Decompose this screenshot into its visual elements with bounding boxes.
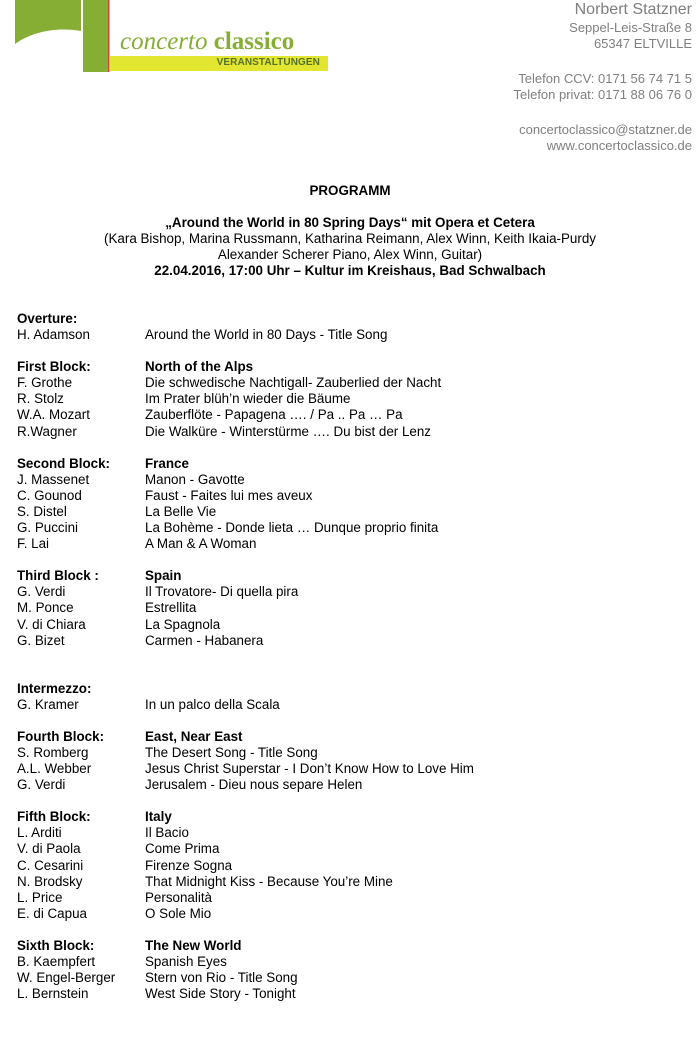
section-theme: France	[145, 455, 189, 471]
date-venue: 22.04.2016, 17:00 Uhr – Kultur im Kreishaus, Bad Schwalbach	[154, 263, 546, 278]
event-title: „Around the World in 80 Spring Days“ mit Opera et Cetera	[165, 215, 535, 230]
composer: A.L. Webber	[17, 761, 92, 777]
composer: J. Massenet	[17, 471, 90, 487]
program-item	[17, 375, 677, 391]
piece: West Side Story - Tonight	[145, 986, 296, 1002]
piece: Personalità	[145, 889, 212, 905]
page-title: PROGRAMM	[309, 183, 391, 198]
composer: G. Puccini	[17, 520, 79, 536]
contact-website[interactable]: www.concertoclassico.de	[546, 138, 692, 153]
piece: Die schwedische Nachtigall- Zauberlied der Nacht	[145, 375, 442, 391]
section-theme: Spain	[145, 568, 182, 584]
logo-subtitle-bar	[110, 56, 328, 71]
program-item	[17, 472, 677, 488]
program-item	[17, 407, 677, 423]
composer: G. Verdi	[17, 584, 66, 600]
program-item	[17, 745, 677, 761]
section-label: Second Block:	[17, 455, 111, 471]
program-item	[17, 954, 677, 970]
composer: R. Stolz	[17, 391, 64, 407]
composer: S. Romberg	[17, 744, 89, 760]
music-note-logo-icon	[0, 0, 120, 80]
logo-subtitle: VERANSTALTUNGEN	[216, 57, 320, 68]
contact-email[interactable]: concertoclassico@statzner.de	[519, 122, 692, 137]
section-header-block6	[17, 938, 677, 954]
section-header-block1	[17, 359, 677, 375]
section-label: First Block:	[17, 359, 91, 375]
section-header-block3	[17, 568, 677, 584]
composer: L. Bernstein	[17, 986, 89, 1002]
piece: Il Trovatore- Di quella pira	[145, 584, 299, 600]
program-item	[17, 504, 677, 520]
program-item	[17, 633, 677, 649]
contact-phone-private: Telefon privat: 0171 88 06 76 0	[513, 87, 692, 102]
program-item	[17, 488, 677, 504]
composer: C. Gounod	[17, 487, 82, 503]
piece: La Bohème - Donde lieta … Dunque proprio finita	[145, 520, 439, 536]
piece: The Desert Song - Title Song	[145, 744, 318, 760]
composer: S. Distel	[17, 503, 67, 519]
section-label: Third Block :	[17, 568, 99, 584]
piece: Firenze Sogna	[145, 857, 233, 873]
composer: H. Adamson	[17, 327, 90, 343]
composer: E. di Capua	[17, 905, 87, 921]
composer: F. Lai	[17, 536, 50, 552]
section-header-block5	[17, 809, 677, 825]
program-item	[17, 600, 677, 616]
piece: In un palco della Scala	[145, 696, 280, 712]
program-item	[17, 890, 677, 906]
concerto-classico-logo	[0, 0, 340, 80]
piece: Spanish Eyes	[145, 954, 227, 969]
section-theme: North of the Alps	[145, 359, 254, 375]
piece: Faust - Faites lui mes aveux	[145, 487, 313, 503]
composer: B. Kaempfert	[17, 954, 96, 969]
section-header-intermezzo	[17, 681, 677, 697]
composer: G. Verdi	[17, 777, 66, 793]
program-item	[17, 906, 677, 922]
composer: W. Engel-Berger	[17, 970, 116, 986]
section-label: Fifth Block:	[17, 809, 91, 825]
contact-city: 65347 ELTVILLE	[593, 36, 692, 51]
section-label: Fourth Block:	[17, 728, 105, 744]
section-theme: Italy	[145, 809, 172, 825]
piece: Jesus Christ Superstar - I Don’t Know How to Love Him	[145, 761, 474, 777]
program-item	[17, 617, 677, 633]
section-label: Sixth Block:	[17, 937, 95, 953]
piece: Come Prima	[145, 841, 220, 857]
section-header-block2	[17, 456, 677, 472]
composer: N. Brodsky	[17, 873, 83, 889]
piece: Manon - Gavotte	[145, 471, 245, 487]
section-header-block4	[17, 729, 677, 745]
piece: O Sole Mio	[145, 905, 212, 921]
piece: La Belle Vie	[145, 503, 217, 519]
program-item	[17, 584, 677, 600]
section-theme: East, Near East	[145, 728, 243, 744]
piece: A Man & A Woman	[145, 536, 257, 552]
piece: Il Bacio	[145, 825, 189, 841]
contact-street: Seppel-Leis-Straße 8	[569, 20, 692, 35]
piece: Carmen - Habanera	[145, 632, 264, 648]
performers-line-2: Alexander Scherer Piano, Alex Winn, Guitar)	[217, 247, 483, 262]
program-item	[17, 391, 677, 407]
contact-block	[513, 0, 692, 154]
contact-name: Norbert Statzner	[574, 1, 692, 18]
performers-line-1: (Kara Bishop, Marina Russmann, Katharina Reimann, Alex Winn, Keith Ikaia-Purdy	[104, 231, 596, 246]
composer: V. di Chiara	[17, 616, 86, 632]
composer: G. Kramer	[17, 696, 79, 712]
program-item	[17, 697, 677, 713]
program-item	[17, 825, 677, 841]
program-list	[17, 311, 677, 1002]
program-item	[17, 536, 677, 552]
piece: Around the World in 80 Days - Title Song	[145, 327, 388, 343]
section-header-overture	[17, 311, 677, 327]
program-item	[17, 777, 677, 793]
program-item	[17, 858, 677, 874]
composer: V. di Paola	[17, 841, 81, 857]
program-item	[17, 986, 677, 1002]
logo-wordmark	[120, 28, 294, 56]
piece: Stern von Rio - Title Song	[145, 970, 298, 986]
piece: That Midnight Kiss - Because You’re Mine	[145, 873, 393, 889]
section-theme: The New World	[145, 937, 242, 953]
program-item	[17, 761, 677, 777]
section-label: Intermezzo:	[17, 680, 92, 696]
program-item	[17, 874, 677, 890]
composer: M. Ponce	[17, 600, 74, 616]
piece: Zauberflöte - Papagena …. / Pa .. Pa … Pa	[145, 407, 403, 423]
composer: F. Grothe	[17, 375, 73, 391]
composer: L. Price	[17, 889, 63, 905]
program-item	[17, 327, 677, 343]
piece: La Spagnola	[145, 616, 221, 632]
contact-phone-ccv: Telefon CCV: 0171 56 74 71 5	[518, 71, 692, 86]
program-item	[17, 841, 677, 857]
logo-word-classico: classico	[213, 28, 295, 55]
program-item	[17, 424, 677, 440]
piece: Die Walküre - Winterstürme …. Du bist der Lenz	[145, 423, 431, 439]
composer: G. Bizet	[17, 632, 65, 648]
piece: Estrellita	[145, 600, 197, 616]
composer: W.A. Mozart	[17, 407, 90, 423]
section-label: Overture:	[17, 311, 78, 326]
composer: R.Wagner	[17, 423, 77, 439]
logo-word-concerto: concerto	[120, 28, 208, 55]
program-item	[17, 520, 677, 536]
piece: Jerusalem - Dieu nous separe Helen	[145, 777, 363, 793]
program-item	[17, 970, 677, 986]
piece: Im Prater blüh’n wieder die Bäume	[145, 391, 351, 407]
composer: C. Cesarini	[17, 857, 84, 873]
composer: L. Arditi	[17, 825, 62, 841]
